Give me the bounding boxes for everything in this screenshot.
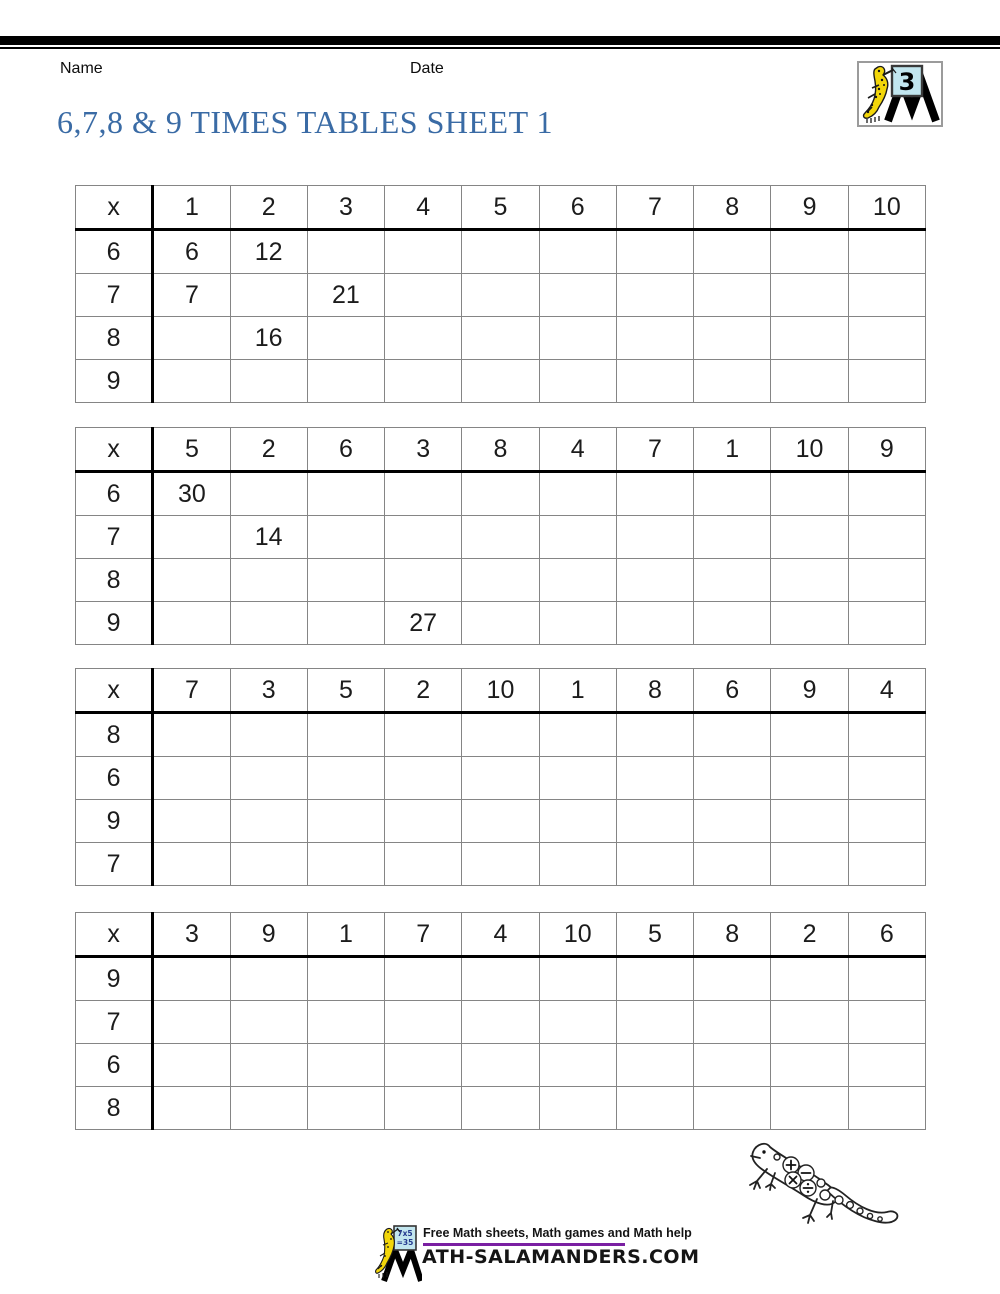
answer-cell[interactable]	[230, 559, 307, 602]
answer-cell[interactable]	[616, 800, 693, 843]
multiplier-header-cell: 3	[153, 913, 230, 957]
answer-cell[interactable]	[771, 957, 848, 1001]
answer-cell: 12	[230, 230, 307, 274]
answer-cell[interactable]	[616, 602, 693, 645]
answer-cell[interactable]	[385, 516, 462, 559]
answer-cell[interactable]	[307, 843, 384, 886]
times-table-2	[75, 427, 926, 645]
multiplier-header-cell: 5	[462, 186, 539, 230]
row-label-cell: 7	[76, 274, 153, 317]
answer-cell[interactable]	[616, 1001, 693, 1044]
multiplier-header-cell: 7	[385, 913, 462, 957]
answer-cell[interactable]	[616, 360, 693, 403]
answer-cell[interactable]	[153, 317, 230, 360]
footer-wordmark: ATH-SALAMANDERS.COM	[422, 1246, 700, 1268]
answer-cell[interactable]	[771, 559, 848, 602]
answer-cell[interactable]	[462, 516, 539, 559]
answer-cell[interactable]	[694, 472, 771, 516]
answer-cell[interactable]	[230, 957, 307, 1001]
table-row	[76, 843, 926, 886]
answer-cell[interactable]	[694, 602, 771, 645]
answer-cell[interactable]	[771, 1044, 848, 1087]
table-row	[76, 1044, 926, 1087]
multiplier-header-cell: 9	[230, 913, 307, 957]
row-label-cell: 8	[76, 1087, 153, 1130]
answer-cell[interactable]	[307, 1044, 384, 1087]
multiplier-header-cell: 10	[539, 913, 616, 957]
answer-cell[interactable]	[462, 757, 539, 800]
answer-cell[interactable]	[771, 317, 848, 360]
answer-cell[interactable]	[153, 843, 230, 886]
answer-cell[interactable]	[307, 602, 384, 645]
row-label-cell: 9	[76, 360, 153, 403]
answer-cell[interactable]	[153, 559, 230, 602]
top-rule-thin	[0, 47, 1000, 49]
answer-cell[interactable]	[848, 559, 925, 602]
multiplier-header-cell: 1	[539, 669, 616, 713]
multiplier-header-cell: 1	[307, 913, 384, 957]
answer-cell[interactable]	[694, 757, 771, 800]
answer-cell[interactable]	[848, 1087, 925, 1130]
multiplier-header-cell: 10	[462, 669, 539, 713]
answer-cell[interactable]	[616, 713, 693, 757]
multiplier-header-cell: 8	[694, 186, 771, 230]
answer-cell[interactable]	[694, 230, 771, 274]
answer-cell[interactable]	[230, 843, 307, 886]
multiplier-header-cell: 10	[848, 186, 925, 230]
answer-cell[interactable]	[848, 1044, 925, 1087]
table-row	[76, 230, 926, 274]
row-label-cell: 9	[76, 602, 153, 645]
answer-cell[interactable]	[539, 472, 616, 516]
answer-cell[interactable]	[307, 1087, 384, 1130]
answer-cell[interactable]	[230, 1001, 307, 1044]
answer-cell[interactable]	[153, 360, 230, 403]
row-label-cell: 6	[76, 230, 153, 274]
multiplication-grid	[75, 427, 926, 645]
answer-cell[interactable]	[307, 757, 384, 800]
answer-cell[interactable]	[848, 957, 925, 1001]
answer-cell[interactable]	[848, 274, 925, 317]
answer-cell[interactable]	[462, 800, 539, 843]
table-row	[76, 602, 926, 645]
answer-cell: 27	[385, 602, 462, 645]
answer-cell[interactable]	[539, 360, 616, 403]
answer-cell[interactable]	[153, 516, 230, 559]
answer-cell[interactable]	[385, 1087, 462, 1130]
multiplier-header-cell: 8	[462, 428, 539, 472]
answer-cell[interactable]	[385, 559, 462, 602]
answer-cell[interactable]	[462, 360, 539, 403]
multiplier-header-cell: 7	[153, 669, 230, 713]
times-table-1	[75, 185, 926, 403]
multiplier-header-cell: 6	[539, 186, 616, 230]
logo-badge-number: 3	[898, 68, 916, 96]
multiplier-header-cell: 4	[385, 186, 462, 230]
footer-board-line1: 7x5	[397, 1229, 413, 1238]
answer-cell[interactable]	[539, 274, 616, 317]
footer	[0, 1220, 1000, 1294]
answer-cell[interactable]	[694, 274, 771, 317]
answer-cell[interactable]	[230, 472, 307, 516]
answer-cell[interactable]	[848, 230, 925, 274]
multiplier-header-cell: 7	[616, 186, 693, 230]
page-title: 6,7,8 & 9 TIMES TABLES SHEET 1	[57, 104, 554, 140]
answer-cell[interactable]	[616, 317, 693, 360]
answer-cell[interactable]	[230, 800, 307, 843]
footer-logo	[374, 1223, 422, 1287]
answer-cell[interactable]	[307, 1001, 384, 1044]
answer-cell[interactable]	[462, 1001, 539, 1044]
answer-cell[interactable]	[462, 274, 539, 317]
answer-cell[interactable]	[848, 516, 925, 559]
answer-cell[interactable]	[694, 957, 771, 1001]
answer-cell[interactable]	[153, 1001, 230, 1044]
answer-cell[interactable]	[771, 516, 848, 559]
answer-cell[interactable]	[539, 602, 616, 645]
answer-cell[interactable]	[153, 602, 230, 645]
table-row	[76, 317, 926, 360]
multiplier-header-cell: 6	[694, 669, 771, 713]
answer-cell[interactable]	[307, 957, 384, 1001]
multiplier-header-cell: 8	[616, 669, 693, 713]
table-row	[76, 800, 926, 843]
answer-cell: 16	[230, 317, 307, 360]
answer-cell[interactable]	[385, 713, 462, 757]
answer-cell[interactable]	[385, 317, 462, 360]
multiplier-header-cell: 1	[153, 186, 230, 230]
answer-cell: 6	[153, 230, 230, 274]
answer-cell[interactable]	[694, 559, 771, 602]
answer-cell[interactable]	[539, 843, 616, 886]
answer-cell[interactable]	[694, 1087, 771, 1130]
answer-cell[interactable]	[230, 602, 307, 645]
table-row	[76, 757, 926, 800]
multiplier-header-cell: 2	[230, 186, 307, 230]
multiplier-header-cell: 2	[385, 669, 462, 713]
date-field-label: Date	[410, 60, 444, 77]
multiplier-header-cell: 3	[230, 669, 307, 713]
answer-cell[interactable]	[462, 843, 539, 886]
multiplier-header-cell: 9	[771, 669, 848, 713]
answer-cell[interactable]	[771, 230, 848, 274]
answer-cell[interactable]	[848, 713, 925, 757]
times-table-4	[75, 912, 926, 1130]
table-row	[76, 957, 926, 1001]
answer-cell[interactable]	[771, 1087, 848, 1130]
answer-cell[interactable]	[616, 1087, 693, 1130]
multiplier-header-cell: 9	[771, 186, 848, 230]
answer-cell[interactable]	[771, 713, 848, 757]
answer-cell[interactable]	[153, 1044, 230, 1087]
answer-cell[interactable]	[539, 559, 616, 602]
answer-cell[interactable]	[385, 957, 462, 1001]
multiplier-header-cell: 8	[694, 913, 771, 957]
answer-cell[interactable]	[848, 602, 925, 645]
multiplication-grid	[75, 912, 926, 1130]
brand-logo	[857, 61, 943, 127]
answer-cell[interactable]	[848, 757, 925, 800]
answer-cell: 21	[307, 274, 384, 317]
multiplier-header-cell: 10	[771, 428, 848, 472]
answer-cell[interactable]	[848, 472, 925, 516]
answer-cell[interactable]	[153, 757, 230, 800]
multiplier-header-cell: 9	[848, 428, 925, 472]
answer-cell[interactable]	[385, 1044, 462, 1087]
answer-cell[interactable]	[153, 713, 230, 757]
table-row	[76, 360, 926, 403]
answer-cell[interactable]	[616, 843, 693, 886]
answer-cell[interactable]	[307, 516, 384, 559]
answer-cell[interactable]	[230, 360, 307, 403]
name-field-label: Name	[60, 60, 103, 77]
multiplier-header-cell: 5	[153, 428, 230, 472]
times-table-3	[75, 668, 926, 886]
multiplier-header-cell: 3	[385, 428, 462, 472]
answer-cell[interactable]	[153, 1087, 230, 1130]
table-row	[76, 713, 926, 757]
table-row	[76, 274, 926, 317]
x-corner-cell: x	[76, 186, 153, 230]
row-label-cell: 7	[76, 1001, 153, 1044]
x-corner-cell: x	[76, 913, 153, 957]
answer-cell: 14	[230, 516, 307, 559]
table-row	[76, 516, 926, 559]
answer-cell[interactable]	[462, 713, 539, 757]
answer-cell[interactable]	[230, 1044, 307, 1087]
answer-cell: 30	[153, 472, 230, 516]
answer-cell[interactable]	[462, 559, 539, 602]
multiplier-header-cell: 6	[848, 913, 925, 957]
multiplier-header-cell: 2	[230, 428, 307, 472]
multiplier-header-cell: 5	[616, 913, 693, 957]
table-row	[76, 472, 926, 516]
answer-cell[interactable]	[385, 274, 462, 317]
answer-cell[interactable]	[153, 800, 230, 843]
answer-cell[interactable]	[307, 713, 384, 757]
answer-cell[interactable]	[385, 472, 462, 516]
answer-cell[interactable]	[539, 1001, 616, 1044]
multiplier-header-cell: 4	[848, 669, 925, 713]
answer-cell[interactable]	[539, 713, 616, 757]
answer-cell[interactable]	[694, 317, 771, 360]
answer-cell[interactable]	[616, 472, 693, 516]
row-label-cell: 9	[76, 957, 153, 1001]
answer-cell[interactable]	[385, 800, 462, 843]
answer-cell[interactable]	[539, 1044, 616, 1087]
table-row	[76, 559, 926, 602]
answer-cell[interactable]	[307, 360, 384, 403]
row-label-cell: 7	[76, 843, 153, 886]
answer-cell[interactable]	[694, 1001, 771, 1044]
answer-cell[interactable]	[848, 360, 925, 403]
answer-cell[interactable]	[848, 1001, 925, 1044]
answer-cell[interactable]	[616, 559, 693, 602]
answer-cell[interactable]	[771, 800, 848, 843]
row-label-cell: 8	[76, 713, 153, 757]
answer-cell[interactable]	[307, 230, 384, 274]
answer-cell[interactable]	[771, 274, 848, 317]
answer-cell[interactable]	[771, 360, 848, 403]
answer-cell[interactable]	[771, 757, 848, 800]
answer-cell[interactable]	[616, 230, 693, 274]
row-label-cell: 6	[76, 1044, 153, 1087]
row-label-cell: 7	[76, 516, 153, 559]
footer-tagline: Free Math sheets, Math games and Math help	[423, 1226, 692, 1240]
answer-cell[interactable]	[848, 317, 925, 360]
answer-cell[interactable]	[307, 317, 384, 360]
answer-cell[interactable]	[539, 957, 616, 1001]
row-label-cell: 8	[76, 559, 153, 602]
answer-cell[interactable]	[462, 1044, 539, 1087]
multiplier-header-cell: 6	[307, 428, 384, 472]
answer-cell[interactable]	[385, 843, 462, 886]
x-corner-cell: x	[76, 428, 153, 472]
answer-cell[interactable]	[616, 274, 693, 317]
x-corner-cell: x	[76, 669, 153, 713]
answer-cell[interactable]	[230, 274, 307, 317]
multiplier-header-cell: 3	[307, 186, 384, 230]
answer-cell[interactable]	[539, 1087, 616, 1130]
answer-cell[interactable]	[307, 472, 384, 516]
answer-cell[interactable]	[694, 360, 771, 403]
answer-cell[interactable]	[694, 713, 771, 757]
multiplication-grid	[75, 668, 926, 886]
answer-cell[interactable]	[771, 472, 848, 516]
multiplier-header-cell: 5	[307, 669, 384, 713]
answer-cell[interactable]	[771, 843, 848, 886]
answer-cell[interactable]	[694, 843, 771, 886]
salamander-drawing	[747, 1139, 902, 1227]
answer-cell[interactable]	[694, 516, 771, 559]
multiplier-header-cell: 4	[462, 913, 539, 957]
answer-cell[interactable]	[153, 957, 230, 1001]
answer-cell[interactable]	[230, 757, 307, 800]
multiplier-header-cell: 2	[771, 913, 848, 957]
answer-cell[interactable]	[539, 800, 616, 843]
table-row	[76, 1001, 926, 1044]
answer-cell[interactable]	[694, 1044, 771, 1087]
answer-cell[interactable]	[307, 800, 384, 843]
answer-cell[interactable]	[462, 317, 539, 360]
answer-cell[interactable]	[539, 230, 616, 274]
answer-cell[interactable]	[616, 1044, 693, 1087]
answer-cell[interactable]	[462, 602, 539, 645]
row-label-cell: 8	[76, 317, 153, 360]
footer-board-line2: =35	[396, 1238, 414, 1247]
table-row	[76, 1087, 926, 1130]
answer-cell[interactable]	[616, 757, 693, 800]
answer-cell[interactable]	[385, 360, 462, 403]
answer-cell[interactable]	[771, 602, 848, 645]
answer-cell[interactable]	[462, 957, 539, 1001]
answer-cell[interactable]	[616, 957, 693, 1001]
answer-cell[interactable]	[539, 317, 616, 360]
row-label-cell: 6	[76, 757, 153, 800]
multiplication-grid	[75, 185, 926, 403]
answer-cell[interactable]	[385, 757, 462, 800]
answer-cell[interactable]	[848, 800, 925, 843]
answer-cell[interactable]	[462, 1087, 539, 1130]
answer-cell[interactable]	[230, 1087, 307, 1130]
multiplier-header-cell: 4	[539, 428, 616, 472]
answer-cell: 7	[153, 274, 230, 317]
brand-logo-graphic	[859, 63, 941, 125]
row-label-cell: 9	[76, 800, 153, 843]
answer-cell[interactable]	[539, 516, 616, 559]
multiplier-header-cell: 1	[694, 428, 771, 472]
answer-cell[interactable]	[771, 1001, 848, 1044]
answer-cell[interactable]	[848, 843, 925, 886]
answer-cell[interactable]	[616, 516, 693, 559]
answer-cell[interactable]	[694, 800, 771, 843]
answer-cell[interactable]	[385, 230, 462, 274]
answer-cell[interactable]	[462, 230, 539, 274]
row-label-cell: 6	[76, 472, 153, 516]
answer-cell[interactable]	[230, 713, 307, 757]
answer-cell[interactable]	[462, 472, 539, 516]
top-rule-thick	[0, 36, 1000, 45]
answer-cell[interactable]	[539, 757, 616, 800]
answer-cell[interactable]	[307, 559, 384, 602]
answer-cell[interactable]	[385, 1001, 462, 1044]
multiplier-header-cell: 7	[616, 428, 693, 472]
